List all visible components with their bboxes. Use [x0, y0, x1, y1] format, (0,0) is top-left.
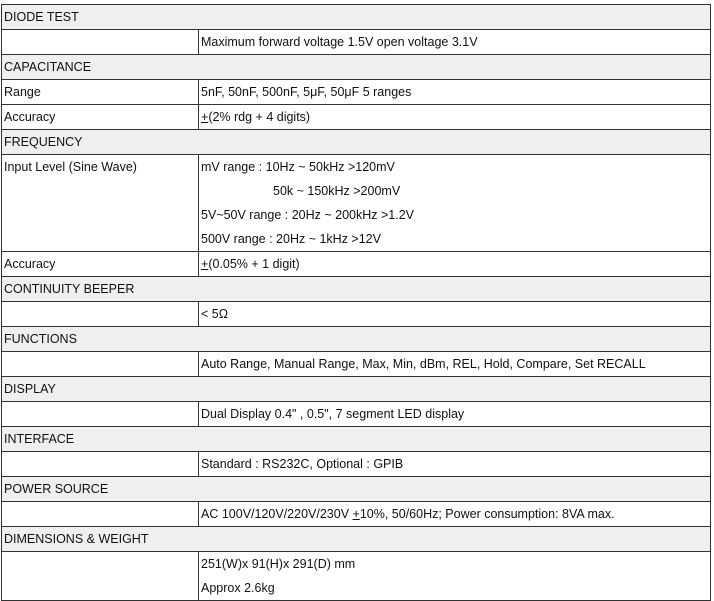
- dimensions-line: 251(W)x 91(H)x 291(D) mm: [201, 557, 356, 571]
- spec-row: [2, 552, 711, 601]
- section-header-functions: [2, 327, 711, 352]
- accuracy-text: (0.05% + 1 digit): [208, 257, 300, 271]
- spec-value: < 5Ω: [199, 302, 711, 327]
- section-header-power-source: [2, 477, 711, 502]
- section-header-display: [2, 377, 711, 402]
- spec-row: [2, 452, 711, 477]
- spec-table: [1, 4, 711, 601]
- section-title: FUNCTIONS: [2, 327, 711, 352]
- section-header-dimensions-weight: [2, 527, 711, 552]
- spec-value: [199, 502, 711, 527]
- section-header-diode-test: [2, 5, 711, 30]
- spec-label: [2, 352, 199, 377]
- spec-value: [199, 552, 711, 601]
- spec-label: Accuracy: [2, 252, 199, 277]
- section-title: DISPLAY: [2, 377, 711, 402]
- section-header-frequency: [2, 130, 711, 155]
- spec-value: [199, 155, 711, 252]
- spec-row: [2, 252, 711, 277]
- plus-minus-sign: +: [201, 257, 209, 271]
- section-title: DIODE TEST: [2, 5, 711, 30]
- spec-label: Accuracy: [2, 105, 199, 130]
- section-title: CAPACITANCE: [2, 55, 711, 80]
- spec-label: Input Level (Sine Wave): [2, 155, 199, 252]
- spec-label: [2, 402, 199, 427]
- section-header-continuity-beeper: [2, 277, 711, 302]
- spec-value: [199, 105, 711, 130]
- input-level-line: 5V~50V range : 20Hz ~ 200kHz >1.2V: [201, 208, 414, 222]
- section-title: POWER SOURCE: [2, 477, 711, 502]
- section-header-capacitance: [2, 55, 711, 80]
- spec-value: Auto Range, Manual Range, Max, Min, dBm, REL, Hold, Compare, Set RECALL: [199, 352, 711, 377]
- input-level-line: 50k ~ 150kHz >200mV: [273, 184, 401, 198]
- spec-label: Range: [2, 80, 199, 105]
- input-level-line: 500V range : 20Hz ~ 1kHz >12V: [201, 232, 381, 246]
- spec-row: [2, 80, 711, 105]
- section-title: INTERFACE: [2, 427, 711, 452]
- spec-value: Maximum forward voltage 1.5V open voltage 3.1V: [199, 30, 711, 55]
- spec-label: [2, 452, 199, 477]
- spec-label: [2, 552, 199, 601]
- section-title: CONTINUITY BEEPER: [2, 277, 711, 302]
- spec-label: [2, 502, 199, 527]
- plus-minus-sign: +: [201, 110, 209, 124]
- spec-row: [2, 302, 711, 327]
- power-text-post: 10%, 50/60Hz; Power consumption: 8VA max.: [359, 507, 615, 521]
- spec-label: [2, 30, 199, 55]
- accuracy-text: (2% rdg + 4 digits): [208, 110, 311, 124]
- spec-value: Dual Display 0.4" , 0.5", 7 segment LED display: [199, 402, 711, 427]
- weight-line: Approx 2.6kg: [201, 581, 275, 595]
- spec-row: [2, 155, 711, 252]
- spec-row: [2, 402, 711, 427]
- spec-row: [2, 502, 711, 527]
- power-text-pre: AC 100V/120V/220V/230V: [201, 507, 353, 521]
- plus-minus-sign: +: [352, 507, 360, 521]
- spec-value: [199, 252, 711, 277]
- spec-value: 5nF, 50nF, 500nF, 5μF, 50μF 5 ranges: [199, 80, 711, 105]
- section-header-interface: [2, 427, 711, 452]
- spec-row: [2, 105, 711, 130]
- section-title: FREQUENCY: [2, 130, 711, 155]
- spec-value: Standard : RS232C, Optional : GPIB: [199, 452, 711, 477]
- spec-row: [2, 352, 711, 377]
- input-level-line: mV range : 10Hz ~ 50kHz >120mV: [201, 160, 395, 174]
- spec-label: [2, 302, 199, 327]
- section-title: DIMENSIONS & WEIGHT: [2, 527, 711, 552]
- spec-row: [2, 30, 711, 55]
